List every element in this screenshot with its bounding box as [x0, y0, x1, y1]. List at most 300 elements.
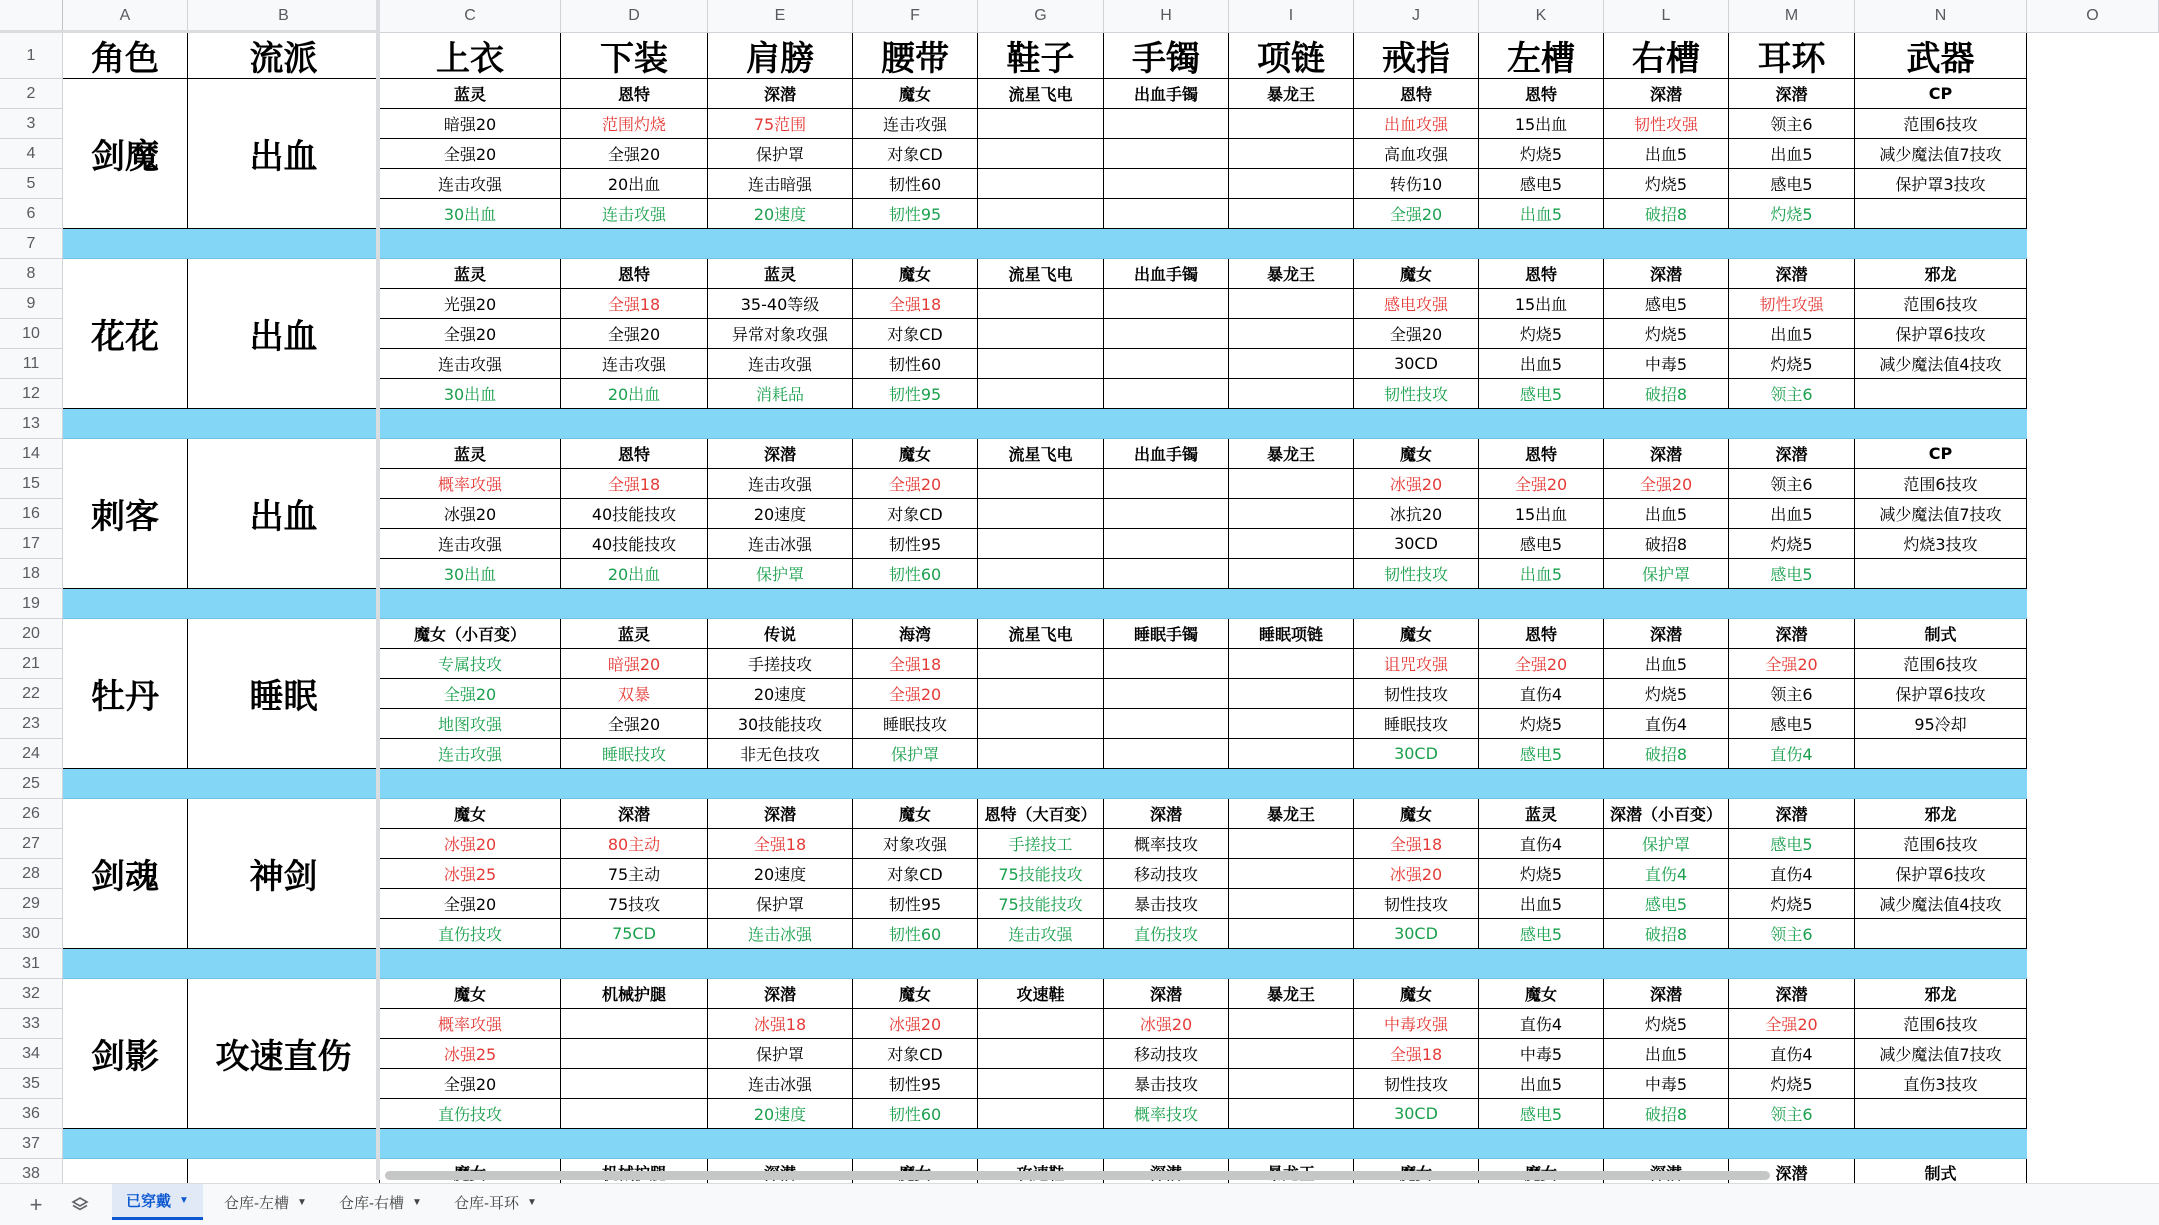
row-header[interactable]: 9 [0, 289, 63, 319]
column-header-A[interactable]: A [63, 0, 188, 33]
gear-cell[interactable]: 连击攻强 [708, 469, 853, 499]
gear-cell[interactable]: 减少魔法值4技攻 [1855, 349, 2027, 379]
gear-cell[interactable]: 连击攻强 [380, 169, 561, 199]
gear-cell[interactable] [978, 1069, 1104, 1099]
gear-cell[interactable] [1229, 679, 1354, 709]
gear-cell[interactable]: 75范围 [708, 109, 853, 139]
gear-cell[interactable] [1855, 199, 2027, 229]
gear-cell[interactable]: 深潜 [1104, 799, 1229, 829]
gear-cell[interactable]: 蓝灵 [380, 79, 561, 109]
gear-cell[interactable] [1229, 1069, 1354, 1099]
gear-cell[interactable]: 深潜 [708, 79, 853, 109]
gear-cell[interactable]: 暴龙王 [1229, 439, 1354, 469]
gear-cell[interactable]: 连击攻强 [978, 919, 1104, 949]
gear-cell[interactable] [978, 169, 1104, 199]
gear-cell[interactable]: 灼烧5 [1604, 169, 1729, 199]
gear-cell[interactable] [1104, 139, 1229, 169]
gear-cell[interactable]: 出血手镯 [1104, 79, 1229, 109]
gear-cell[interactable] [978, 679, 1104, 709]
gear-cell[interactable]: 深潜 [1729, 1159, 1855, 1187]
row-header[interactable]: 25 [0, 769, 63, 799]
gear-cell[interactable]: 出血5 [1604, 1039, 1729, 1069]
gear-cell[interactable] [1104, 709, 1229, 739]
row-header[interactable]: 8 [0, 259, 63, 289]
gear-cell[interactable]: 全强20 [1354, 319, 1479, 349]
gear-cell[interactable]: 暴龙王 [1229, 79, 1354, 109]
gear-cell[interactable] [1104, 529, 1229, 559]
gear-cell[interactable]: 灼烧5 [1479, 709, 1604, 739]
gear-cell[interactable]: 冰强20 [1354, 469, 1479, 499]
gear-cell[interactable]: 对象CD [853, 1039, 978, 1069]
gear-cell[interactable]: 恩特（大百变） [978, 799, 1104, 829]
gear-cell[interactable]: 连击攻强 [708, 349, 853, 379]
gear-cell[interactable]: 魔女 [380, 979, 561, 1009]
gear-cell[interactable]: 魔女 [1354, 979, 1479, 1009]
gear-cell[interactable]: 韧性95 [853, 379, 978, 409]
gear-cell[interactable]: 全强20 [380, 889, 561, 919]
gear-cell[interactable] [1229, 499, 1354, 529]
gear-cell[interactable]: 30出血 [380, 379, 561, 409]
layers-icon[interactable] [64, 1190, 96, 1220]
row-header[interactable]: 26 [0, 799, 63, 829]
gear-cell[interactable]: 魔女 [1354, 259, 1479, 289]
gear-cell[interactable]: 魔女 [853, 259, 978, 289]
sheet-tab[interactable] [325, 1184, 436, 1220]
gear-cell[interactable] [1229, 1009, 1354, 1039]
column-header-F[interactable]: F [853, 0, 978, 33]
gear-cell[interactable]: 30出血 [380, 199, 561, 229]
gear-cell[interactable]: 蓝灵 [561, 619, 708, 649]
gear-cell[interactable]: 破招8 [1604, 919, 1729, 949]
gear-cell[interactable]: 范围6技攻 [1855, 289, 2027, 319]
gear-cell[interactable]: 感电5 [1729, 559, 1855, 589]
gear-cell[interactable]: 恩特 [561, 439, 708, 469]
gear-cell[interactable]: 韧性技攻 [1354, 379, 1479, 409]
gear-cell[interactable] [1229, 109, 1354, 139]
gear-cell[interactable]: 深潜 [1604, 259, 1729, 289]
gear-cell[interactable]: 魔女 [853, 439, 978, 469]
sheet-tab[interactable] [112, 1184, 203, 1220]
row-header[interactable]: 20 [0, 619, 63, 649]
gear-cell[interactable]: 全强20 [1729, 1009, 1855, 1039]
gear-cell[interactable]: 冰抗20 [1354, 499, 1479, 529]
gear-cell[interactable] [561, 1069, 708, 1099]
gear-cell[interactable]: 灼烧3技攻 [1855, 529, 2027, 559]
gear-cell[interactable]: 感电5 [1479, 379, 1604, 409]
gear-cell[interactable]: 直伤4 [1604, 709, 1729, 739]
row-header[interactable]: 3 [0, 109, 63, 139]
gear-cell[interactable]: 韧性60 [853, 559, 978, 589]
gear-cell[interactable]: 全强20 [1479, 469, 1604, 499]
gear-cell[interactable]: 灼烧5 [1604, 1009, 1729, 1039]
gear-cell[interactable]: 中毒攻强 [1354, 1009, 1479, 1039]
row-header[interactable]: 18 [0, 559, 63, 589]
row-header[interactable]: 27 [0, 829, 63, 859]
gear-cell[interactable]: 韧性60 [853, 169, 978, 199]
gear-cell[interactable]: 出血5 [1729, 499, 1855, 529]
row-header[interactable]: 14 [0, 439, 63, 469]
column-header-B[interactable]: B [188, 0, 380, 33]
gear-cell[interactable]: 恩特 [1479, 259, 1604, 289]
gear-cell[interactable]: 冰强20 [1104, 1009, 1229, 1039]
gear-cell[interactable]: 破招8 [1604, 1099, 1729, 1129]
gear-cell[interactable]: 35-40等级 [708, 289, 853, 319]
gear-cell[interactable]: 韧性60 [853, 1099, 978, 1129]
gear-cell[interactable]: 出血5 [1604, 139, 1729, 169]
gear-cell[interactable]: 连击冰强 [708, 529, 853, 559]
gear-cell[interactable]: 30CD [1354, 529, 1479, 559]
gear-cell[interactable]: 转伤10 [1354, 169, 1479, 199]
gear-cell[interactable]: 80主动 [561, 829, 708, 859]
gear-cell[interactable]: 感电5 [1729, 169, 1855, 199]
gear-cell[interactable]: 保护罩6技攻 [1855, 319, 2027, 349]
gear-cell[interactable]: 灼烧5 [1729, 889, 1855, 919]
gear-cell[interactable] [1104, 559, 1229, 589]
gear-cell[interactable]: 高血攻强 [1354, 139, 1479, 169]
gear-cell[interactable]: 恩特 [561, 259, 708, 289]
gear-cell[interactable] [978, 289, 1104, 319]
gear-cell[interactable]: 30CD [1354, 919, 1479, 949]
gear-cell[interactable]: 出血5 [1479, 889, 1604, 919]
gear-cell[interactable]: 深潜 [1604, 979, 1729, 1009]
gear-cell[interactable] [1229, 829, 1354, 859]
gear-cell[interactable]: 机械护腿 [561, 979, 708, 1009]
gear-cell[interactable]: 深潜 [1604, 619, 1729, 649]
gear-cell[interactable] [1229, 919, 1354, 949]
gear-cell[interactable]: 75技能技攻 [978, 889, 1104, 919]
gear-cell[interactable]: 减少魔法值7技攻 [1855, 139, 2027, 169]
gear-cell[interactable] [1229, 889, 1354, 919]
gear-cell[interactable]: 异常对象攻强 [708, 319, 853, 349]
gear-cell[interactable] [1229, 289, 1354, 319]
gear-cell[interactable]: 魔女 [1354, 799, 1479, 829]
gear-cell[interactable]: 韧性技攻 [1354, 679, 1479, 709]
gear-cell[interactable]: 冰强20 [380, 829, 561, 859]
gear-cell[interactable] [1229, 1039, 1354, 1069]
gear-cell[interactable]: 手搓技工 [978, 829, 1104, 859]
gear-cell[interactable]: 15出血 [1479, 109, 1604, 139]
gear-cell[interactable]: 韧性60 [853, 919, 978, 949]
gear-cell[interactable] [1855, 739, 2027, 769]
row-header[interactable]: 23 [0, 709, 63, 739]
gear-cell[interactable] [1229, 469, 1354, 499]
gear-cell[interactable]: 感电攻强 [1354, 289, 1479, 319]
gear-cell[interactable]: 连击暗强 [708, 169, 853, 199]
gear-cell[interactable] [1104, 199, 1229, 229]
gear-cell[interactable]: 感电5 [1479, 529, 1604, 559]
row-header[interactable]: 35 [0, 1069, 63, 1099]
gear-cell[interactable]: 暴龙王 [1229, 259, 1354, 289]
caret-down-icon[interactable]: ▼ [297, 1196, 307, 1208]
gear-cell[interactable]: 深潜 [1729, 619, 1855, 649]
gear-cell[interactable]: 对象攻强 [853, 829, 978, 859]
gear-cell[interactable]: 领主6 [1729, 109, 1855, 139]
gear-cell[interactable]: 减少魔法值7技攻 [1855, 499, 2027, 529]
gear-cell[interactable]: 直伤3技攻 [1855, 1069, 2027, 1099]
gear-cell[interactable]: 对象CD [853, 139, 978, 169]
gear-cell[interactable]: 保护罩6技攻 [1855, 859, 2027, 889]
gear-cell[interactable]: 75主动 [561, 859, 708, 889]
column-header-H[interactable]: H [1104, 0, 1229, 33]
gear-cell[interactable]: 睡眠项链 [1229, 619, 1354, 649]
gear-cell[interactable]: 保护罩 [1604, 559, 1729, 589]
column-header-M[interactable]: M [1729, 0, 1855, 33]
gear-cell[interactable] [978, 649, 1104, 679]
gear-cell[interactable]: 冰强20 [853, 1009, 978, 1039]
row-header[interactable]: 19 [0, 589, 63, 619]
row-header[interactable]: 28 [0, 859, 63, 889]
gear-cell[interactable]: 感电5 [1479, 739, 1604, 769]
row-header[interactable]: 16 [0, 499, 63, 529]
gear-cell[interactable]: 感电5 [1479, 169, 1604, 199]
row-header[interactable]: 7 [0, 229, 63, 259]
gear-cell[interactable]: 深潜 [1104, 979, 1229, 1009]
gear-cell[interactable]: 保护罩 [708, 1039, 853, 1069]
gear-cell[interactable]: 保护罩 [853, 739, 978, 769]
gear-cell[interactable]: 魔女 [1354, 439, 1479, 469]
gear-cell[interactable] [978, 109, 1104, 139]
gear-cell[interactable]: 韧性攻强 [1604, 109, 1729, 139]
row-header[interactable]: 29 [0, 889, 63, 919]
gear-cell[interactable]: 蓝灵 [380, 439, 561, 469]
gear-cell[interactable]: 领主6 [1729, 919, 1855, 949]
gear-cell[interactable]: 直伤4 [1729, 739, 1855, 769]
gear-cell[interactable]: 恩特 [1479, 79, 1604, 109]
gear-cell[interactable]: 对象CD [853, 319, 978, 349]
gear-cell[interactable]: 全强20 [1729, 649, 1855, 679]
gear-cell[interactable]: 出血5 [1479, 199, 1604, 229]
gear-cell[interactable]: 保护罩 [1604, 829, 1729, 859]
gear-cell[interactable] [1855, 379, 2027, 409]
gear-cell[interactable]: 全强18 [1354, 829, 1479, 859]
gear-cell[interactable]: 流星飞电 [978, 79, 1104, 109]
gear-cell[interactable]: 全强20 [380, 679, 561, 709]
gear-cell[interactable]: 保护罩 [708, 559, 853, 589]
gear-cell[interactable]: 全强20 [1604, 469, 1729, 499]
gear-cell[interactable]: 深潜 [708, 979, 853, 1009]
gear-cell[interactable]: 中毒5 [1604, 349, 1729, 379]
gear-cell[interactable]: 消耗品 [708, 379, 853, 409]
gear-cell[interactable] [1229, 859, 1354, 889]
gear-cell[interactable]: 直伤技攻 [1104, 919, 1229, 949]
row-header[interactable]: 34 [0, 1039, 63, 1069]
gear-cell[interactable]: 冰强18 [708, 1009, 853, 1039]
gear-cell[interactable]: 移动技攻 [1104, 1039, 1229, 1069]
gear-cell[interactable]: 20出血 [561, 169, 708, 199]
gear-cell[interactable]: 范围6技攻 [1855, 649, 2027, 679]
gear-cell[interactable]: 75技能技攻 [978, 859, 1104, 889]
gear-cell[interactable] [978, 499, 1104, 529]
gear-cell[interactable]: 出血5 [1479, 349, 1604, 379]
column-header-K[interactable]: K [1479, 0, 1604, 33]
gear-cell[interactable]: 对象CD [853, 859, 978, 889]
gear-cell[interactable]: 感电5 [1479, 1099, 1604, 1129]
gear-cell[interactable]: 感电5 [1729, 829, 1855, 859]
gear-cell[interactable]: 出血5 [1479, 1069, 1604, 1099]
gear-cell[interactable]: 蓝灵 [1479, 799, 1604, 829]
gear-cell[interactable]: 直伤技攻 [380, 1099, 561, 1129]
gear-cell[interactable]: 灼烧5 [1729, 529, 1855, 559]
gear-cell[interactable]: 灼烧5 [1479, 139, 1604, 169]
gear-cell[interactable]: 30CD [1354, 739, 1479, 769]
row-header[interactable]: 22 [0, 679, 63, 709]
gear-cell[interactable]: 全强20 [853, 679, 978, 709]
gear-cell[interactable]: 魔女 [380, 799, 561, 829]
gear-cell[interactable]: 连击攻强 [561, 199, 708, 229]
gear-cell[interactable] [978, 139, 1104, 169]
column-header-D[interactable]: D [561, 0, 708, 33]
column-header-G[interactable]: G [978, 0, 1104, 33]
gear-cell[interactable]: 保护罩3技攻 [1855, 169, 2027, 199]
gear-cell[interactable]: 暴击技攻 [1104, 889, 1229, 919]
gear-cell[interactable]: 全强18 [853, 649, 978, 679]
gear-cell[interactable]: 魔女 [1479, 979, 1604, 1009]
gear-cell[interactable] [1104, 289, 1229, 319]
row-header[interactable]: 33 [0, 1009, 63, 1039]
gear-cell[interactable] [1229, 559, 1354, 589]
row-header[interactable]: 13 [0, 409, 63, 439]
row-header[interactable]: 36 [0, 1099, 63, 1129]
gear-cell[interactable]: 灼烧5 [1479, 319, 1604, 349]
row-header[interactable]: 11 [0, 349, 63, 379]
row-header[interactable]: 31 [0, 949, 63, 979]
gear-cell[interactable] [1104, 649, 1229, 679]
gear-cell[interactable]: 暗强20 [561, 649, 708, 679]
row-header[interactable]: 38 [0, 1159, 63, 1189]
gear-cell[interactable] [978, 739, 1104, 769]
gear-cell[interactable]: 攻速鞋 [978, 979, 1104, 1009]
gear-cell[interactable]: 概率攻强 [380, 1009, 561, 1039]
gear-cell[interactable]: 流星飞电 [978, 439, 1104, 469]
gear-cell[interactable]: CP [1855, 79, 2027, 109]
gear-cell[interactable] [1855, 919, 2027, 949]
gear-cell[interactable]: 魔女 [1354, 619, 1479, 649]
row-header[interactable]: 4 [0, 139, 63, 169]
gear-cell[interactable]: 移动技攻 [1104, 859, 1229, 889]
gear-cell[interactable]: 睡眠技攻 [1354, 709, 1479, 739]
row-header[interactable]: 6 [0, 199, 63, 229]
gear-cell[interactable]: 全强20 [561, 709, 708, 739]
gear-cell[interactable]: 全强20 [380, 319, 561, 349]
gear-cell[interactable]: 魔女 [853, 979, 978, 1009]
gear-cell[interactable]: 直伤4 [1479, 829, 1604, 859]
gear-cell[interactable]: 范围6技攻 [1855, 109, 2027, 139]
gear-cell[interactable]: 范围6技攻 [1855, 1009, 2027, 1039]
gear-cell[interactable] [1104, 349, 1229, 379]
gear-cell[interactable]: 连击冰强 [708, 1069, 853, 1099]
sheet-tab[interactable] [440, 1184, 551, 1220]
gear-cell[interactable]: 直伤4 [1729, 1039, 1855, 1069]
gear-cell[interactable]: 感电5 [1729, 709, 1855, 739]
gear-cell[interactable]: 灼烧5 [1729, 199, 1855, 229]
gear-cell[interactable]: 手搓技攻 [708, 649, 853, 679]
gear-cell[interactable]: 连击攻强 [853, 109, 978, 139]
row-header[interactable]: 2 [0, 79, 63, 109]
gear-cell[interactable]: 冰强25 [380, 1039, 561, 1069]
gear-cell[interactable]: 海湾 [853, 619, 978, 649]
column-header-L[interactable]: L [1604, 0, 1729, 33]
row-header[interactable]: 32 [0, 979, 63, 1009]
gear-cell[interactable]: 深潜 [1729, 259, 1855, 289]
gear-cell[interactable]: 诅咒攻强 [1354, 649, 1479, 679]
gear-cell[interactable]: 邪龙 [1855, 979, 2027, 1009]
gear-cell[interactable]: 连击攻强 [380, 529, 561, 559]
gear-cell[interactable]: 光强20 [380, 289, 561, 319]
gear-cell[interactable]: 灼烧5 [1729, 349, 1855, 379]
gear-cell[interactable] [1229, 649, 1354, 679]
gear-cell[interactable]: 40技能技攻 [561, 529, 708, 559]
gear-cell[interactable]: 75CD [561, 919, 708, 949]
freeze-line-vertical[interactable] [376, 0, 380, 1180]
gear-cell[interactable]: 领主6 [1729, 1099, 1855, 1129]
gear-cell[interactable] [561, 1099, 708, 1129]
gear-cell[interactable]: 感电5 [1479, 919, 1604, 949]
gear-cell[interactable]: 20出血 [561, 379, 708, 409]
gear-cell[interactable]: 深潜 [708, 799, 853, 829]
gear-cell[interactable]: 30出血 [380, 559, 561, 589]
gear-cell[interactable]: 连击攻强 [561, 349, 708, 379]
gear-cell[interactable]: 地图攻强 [380, 709, 561, 739]
gear-cell[interactable]: 破招8 [1604, 199, 1729, 229]
caret-down-icon[interactable]: ▼ [179, 1195, 189, 1206]
gear-cell[interactable]: 40技能技攻 [561, 499, 708, 529]
gear-cell[interactable]: 概率攻强 [380, 469, 561, 499]
gear-cell[interactable] [978, 1039, 1104, 1069]
gear-cell[interactable]: 专属技攻 [380, 649, 561, 679]
gear-cell[interactable]: 20速度 [708, 499, 853, 529]
caret-down-icon[interactable]: ▼ [527, 1196, 537, 1208]
gear-cell[interactable]: 范围6技攻 [1855, 829, 2027, 859]
gear-cell[interactable] [978, 559, 1104, 589]
gear-cell[interactable] [1104, 679, 1229, 709]
gear-cell[interactable]: 非无色技攻 [708, 739, 853, 769]
gear-cell[interactable]: 保护罩6技攻 [1855, 679, 2027, 709]
gear-cell[interactable]: 全强18 [1354, 1039, 1479, 1069]
gear-cell[interactable]: 20速度 [708, 859, 853, 889]
gear-cell[interactable] [1104, 739, 1229, 769]
gear-cell[interactable]: 暴击技攻 [1104, 1069, 1229, 1099]
gear-cell[interactable] [1229, 319, 1354, 349]
gear-cell[interactable]: 直伤4 [1479, 1009, 1604, 1039]
gear-cell[interactable] [978, 319, 1104, 349]
gear-cell[interactable]: 恩特 [1479, 439, 1604, 469]
gear-cell[interactable]: 直伤技攻 [380, 919, 561, 949]
gear-cell[interactable]: 直伤4 [1729, 859, 1855, 889]
gear-cell[interactable]: 韧性攻强 [1729, 289, 1855, 319]
gear-cell[interactable] [1229, 379, 1354, 409]
gear-cell[interactable]: 冰强20 [1354, 859, 1479, 889]
gear-cell[interactable]: 冰强25 [380, 859, 561, 889]
gear-cell[interactable]: 破招8 [1604, 529, 1729, 559]
gear-cell[interactable]: 15出血 [1479, 499, 1604, 529]
gear-cell[interactable] [978, 529, 1104, 559]
gear-cell[interactable]: 连击冰强 [708, 919, 853, 949]
gear-cell[interactable]: 全强18 [561, 289, 708, 319]
gear-cell[interactable]: 韧性技攻 [1354, 559, 1479, 589]
gear-cell[interactable]: 全强20 [561, 319, 708, 349]
gear-cell[interactable]: 暗强20 [380, 109, 561, 139]
column-header-N[interactable]: N [1855, 0, 2027, 33]
gear-cell[interactable] [1229, 169, 1354, 199]
gear-cell[interactable]: 深潜 [1604, 79, 1729, 109]
freeze-line-horizontal[interactable] [0, 30, 380, 33]
gear-cell[interactable]: 深潜 [1729, 439, 1855, 469]
column-header-E[interactable]: E [708, 0, 853, 33]
gear-cell[interactable]: 深潜 [1729, 799, 1855, 829]
gear-cell[interactable]: 领主6 [1729, 469, 1855, 499]
gear-cell[interactable]: 全强18 [853, 289, 978, 319]
gear-cell[interactable]: 15出血 [1479, 289, 1604, 319]
